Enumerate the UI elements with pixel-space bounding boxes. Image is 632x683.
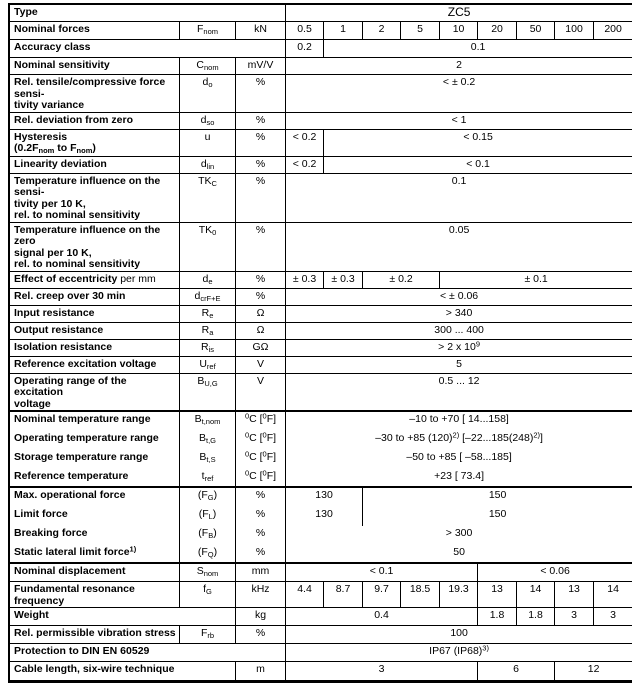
- row-label: Rel. tensile/compressive force sensi- tivity variance: [10, 75, 180, 113]
- symbol-cell: $d_e$: [180, 272, 236, 289]
- value-cell: –30 to +85 $(120)^{2)}$ $[-22...185(248)^{2)}]$: [375, 431, 543, 444]
- table-row: [10, 22, 632, 40]
- unit-cell: V: [236, 357, 286, 374]
- value-cell: –50 to +85 [ –58...185]: [406, 451, 512, 463]
- row-label: Type: [10, 5, 286, 22]
- row-label: Limit force: [10, 507, 180, 526]
- value-cell: ± 0.3: [324, 272, 363, 289]
- unit-cell: %: [236, 626, 286, 644]
- value-cell: > 2 x $10^9$: [286, 340, 632, 357]
- table-row: [10, 374, 632, 413]
- value-cell: < 0.15: [324, 130, 632, 157]
- symbol-cell: $TK_0$: [180, 223, 236, 272]
- unit-cell: %: [236, 526, 286, 545]
- table-row: [10, 626, 632, 644]
- row-label: Linearity deviation: [10, 157, 180, 174]
- value-cell: < 0.06: [478, 564, 632, 582]
- value-cell: 0.5: [286, 22, 324, 40]
- row-label: Operating range of the excitation voltage: [10, 374, 180, 413]
- value-cell: 0.1: [286, 174, 632, 223]
- unit-cell: Ω: [236, 306, 286, 323]
- table-row: [10, 130, 632, 157]
- row-label: Breaking force: [10, 526, 180, 545]
- value-cell: 19.3: [440, 582, 478, 608]
- symbol-cell: $TK_C$: [180, 174, 236, 223]
- value-cell: 14: [517, 582, 555, 608]
- value-cell: 1.8: [517, 608, 555, 626]
- value-cell: 3: [594, 608, 632, 626]
- unit-cell: %: [236, 223, 286, 272]
- value-cell: < 0.1: [286, 564, 478, 582]
- value-cell: 150: [488, 489, 507, 501]
- unit-cell: V: [236, 374, 286, 413]
- row-label: Accuracy class: [10, 40, 286, 58]
- value-cell: 3: [555, 608, 594, 626]
- value-cell: 13: [555, 582, 594, 608]
- value-cell: 200: [594, 22, 632, 40]
- row-label: Nominal sensitivity: [10, 58, 180, 75]
- value-cell: 100: [286, 626, 632, 644]
- value-cell: < 0.1: [324, 157, 632, 174]
- value-cell: 9.7: [363, 582, 401, 608]
- unit-cell: m: [236, 662, 286, 681]
- unit-cell: $^0$C [$^0$F]: [236, 469, 286, 488]
- table-row: [10, 450, 632, 469]
- table-row: [10, 545, 632, 564]
- row-label: Nominal displacement: [10, 564, 180, 582]
- unit-cell: %: [236, 174, 286, 223]
- unit-cell: kHz: [236, 582, 286, 608]
- table-row: [10, 357, 632, 374]
- value-cell: ZC5: [286, 5, 632, 22]
- table-row: [10, 40, 632, 58]
- value-cell: 4.4: [286, 582, 324, 608]
- unit-cell: %: [236, 272, 286, 289]
- value-cell: 100: [555, 22, 594, 40]
- row-label: Reference temperature: [10, 469, 180, 488]
- unit-cell: %: [236, 488, 286, 507]
- value-cell: 5: [286, 357, 632, 374]
- table-row: [10, 412, 632, 431]
- value-cell: < ± 0.2: [286, 75, 632, 113]
- symbol-cell: $d_{so}$: [180, 113, 236, 130]
- value-cell: 20: [478, 22, 517, 40]
- row-label: Temperature influence on the zero signal per 10 K, rel. to nominal sensitivity: [10, 223, 180, 272]
- row-label: Fundamental resonance frequency: [10, 582, 180, 608]
- value-cell: 3: [286, 662, 478, 681]
- value-cell: 8.7: [324, 582, 363, 608]
- value-cell: ± 0.2: [363, 272, 440, 289]
- symbol-cell: $(F_G)$: [180, 488, 236, 507]
- value-cell: 0.5 ... 12: [286, 374, 632, 413]
- value-cell: < 1: [286, 113, 632, 130]
- table-row: [10, 526, 632, 545]
- table-row: [10, 608, 632, 626]
- value-cell: 12: [555, 662, 632, 681]
- symbol-cell: $(F_Q)$: [180, 545, 236, 564]
- table-row: [10, 272, 632, 289]
- row-label: Temperature influence on the sensi- tivity per 10 K, rel. to nominal sensitivity: [10, 174, 180, 223]
- row-label: Storage temperature range: [10, 450, 180, 469]
- value-cell: 1.8: [478, 608, 517, 626]
- unit-cell: %: [236, 157, 286, 174]
- row-label: Nominal forces: [10, 22, 180, 40]
- symbol-cell: $B_{U,G}$: [180, 374, 236, 413]
- unit-cell: %: [236, 507, 286, 526]
- table-row: [10, 223, 632, 272]
- row-label: Input resistance: [10, 306, 180, 323]
- table-row: [10, 58, 632, 75]
- table-row: [10, 507, 632, 526]
- table-row: [10, 5, 632, 22]
- table-row: [10, 306, 632, 323]
- table-row: [10, 431, 632, 450]
- row-label: Rel. deviation from zero: [10, 113, 180, 130]
- symbol-cell: $C_{nom}$: [180, 58, 236, 75]
- unit-cell: $^0$C [$^0$F]: [236, 431, 286, 450]
- row-label: Max. operational force: [10, 488, 180, 507]
- table-row: [10, 488, 632, 507]
- unit-cell: mV/V: [236, 58, 286, 75]
- symbol-cell: $(F_L)$: [180, 507, 236, 526]
- symbol-cell: $d_{lin}$: [180, 157, 236, 174]
- value-cell: IP67 $(IP68)^{3)}$: [286, 644, 632, 662]
- value-cell: < 0.2: [286, 157, 324, 174]
- symbol-cell: $d_{crF+E}$: [180, 289, 236, 306]
- symbol-cell: $F_{rb}$: [180, 626, 236, 644]
- symbol-cell: $d_o$: [180, 75, 236, 113]
- symbol-cell: $U_{ref}$: [180, 357, 236, 374]
- row-label: Operating temperature range: [10, 431, 180, 450]
- value-cell: 10: [440, 22, 478, 40]
- value-cell: 2: [286, 58, 632, 75]
- value-cell: ± 0.1: [440, 272, 632, 289]
- value-cell: 1: [324, 22, 363, 40]
- table-row: [10, 644, 632, 662]
- value-cell: 150: [488, 508, 507, 520]
- value-cell: 0.4: [286, 608, 478, 626]
- symbol-cell: u: [180, 130, 236, 157]
- value-cell: 0.2: [286, 40, 324, 58]
- value-cell: < ± 0.06: [286, 289, 632, 306]
- row-label: Rel. permissible vibration stress: [10, 626, 180, 644]
- unit-cell: kN: [236, 22, 286, 40]
- table-row: [10, 582, 632, 608]
- value-cell: +23 [ 73.4]: [286, 469, 632, 488]
- table-row: [10, 157, 632, 174]
- unit-cell: %: [236, 113, 286, 130]
- symbol-cell: $F_{nom}$: [180, 22, 236, 40]
- value-cell: 18.5: [401, 582, 440, 608]
- row-label: Protection to DIN EN 60529: [10, 644, 286, 662]
- symbol-cell: $S_{nom}$: [180, 564, 236, 582]
- value-cell: 2: [363, 22, 401, 40]
- unit-cell: %: [236, 545, 286, 564]
- unit-cell: $^0$C [$^0$F]: [236, 412, 286, 431]
- value-cell: > 300: [445, 527, 473, 539]
- value-cell: –10 to +70 [ 14...158]: [409, 413, 509, 425]
- table-row: [10, 564, 632, 582]
- symbol-cell: $R_e$: [180, 306, 236, 323]
- unit-cell: %: [236, 75, 286, 113]
- row-label: Output resistance: [10, 323, 180, 340]
- row-label: Nominal temperature range: [10, 412, 180, 431]
- row-label: Effect of eccentricity per mm: [10, 272, 180, 289]
- table-row: [10, 323, 632, 340]
- symbol-cell: $(F_B)$: [180, 526, 236, 545]
- row-label: Hysteresis ($0.2F_{nom}$ to $F_{nom}$): [10, 130, 180, 157]
- table-row: [10, 75, 632, 113]
- row-label: Isolation resistance: [10, 340, 180, 357]
- value-cell: 14: [594, 582, 632, 608]
- symbol-cell: $f_G$: [180, 582, 236, 608]
- value-cell: 50: [286, 545, 632, 564]
- table-row: [10, 469, 632, 488]
- unit-cell: $^0$C [$^0$F]: [236, 450, 286, 469]
- value-cell: 300 ... 400: [286, 323, 632, 340]
- value-cell: < 0.2: [286, 130, 324, 157]
- row-label: Rel. creep over 30 min: [10, 289, 180, 306]
- symbol-cell: $B_{t,G}$: [180, 431, 236, 450]
- value-cell: 0.1: [324, 40, 632, 58]
- value-cell: > 340: [286, 306, 632, 323]
- table-row: [10, 174, 632, 223]
- unit-cell: %: [236, 130, 286, 157]
- table-row: [10, 113, 632, 130]
- value-cell: 6: [478, 662, 555, 681]
- value-cell: ± 0.3: [286, 272, 324, 289]
- unit-cell: Ω: [236, 323, 286, 340]
- symbol-cell: $t_{ref}$: [180, 469, 236, 488]
- unit-cell: mm: [236, 564, 286, 582]
- row-label: Weight: [10, 608, 236, 626]
- unit-cell: GΩ: [236, 340, 286, 357]
- value-cell: 50: [517, 22, 555, 40]
- symbol-cell: $B_{t,S}$: [180, 450, 236, 469]
- row-label: Reference excitation voltage: [10, 357, 180, 374]
- unit-cell: kg: [236, 608, 286, 626]
- value-cell: 5: [401, 22, 440, 40]
- value-cell: 13: [478, 582, 517, 608]
- spec-table: [8, 3, 632, 683]
- row-label: Cable length, six-wire technique: [10, 662, 236, 681]
- value-cell: 130: [286, 488, 363, 507]
- symbol-cell: $B_{t,nom}$: [180, 412, 236, 431]
- table-row: [10, 289, 632, 306]
- value-cell: 0.05: [286, 223, 632, 272]
- row-label: Static lateral limit force$^{1)}$: [10, 545, 180, 564]
- table-row: [10, 662, 632, 681]
- table-row: [10, 340, 632, 357]
- value-cell: 130: [286, 507, 363, 526]
- symbol-cell: $R_{is}$: [180, 340, 236, 357]
- symbol-cell: $R_a$: [180, 323, 236, 340]
- unit-cell: %: [236, 289, 286, 306]
